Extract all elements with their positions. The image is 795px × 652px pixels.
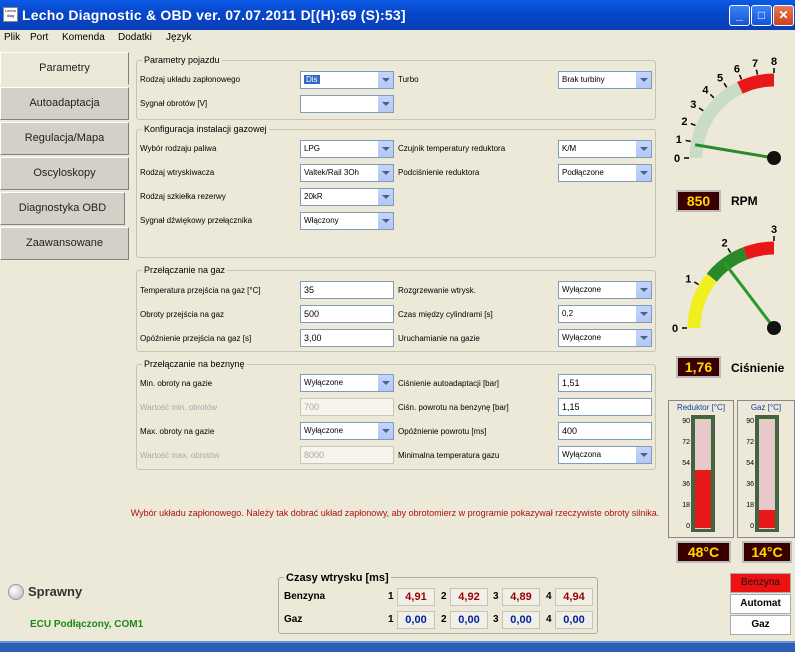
temp-sensor-label: Czujnik temperatury reduktora <box>398 144 506 153</box>
sound-label: Sygnał dźwiękowy przełącznika <box>140 216 253 225</box>
pressure-gauge <box>668 218 795 348</box>
gas-tube-fill <box>759 510 775 528</box>
help-message: Wybór układu zapłonowego. Należy tak dobrać układ zapłonowy, aby obrotomierz w programie pokazywał rzeczywiste obroty silnika. <box>130 508 660 518</box>
injector-select[interactable] <box>300 164 394 182</box>
cylinder-number: 2 <box>441 591 447 602</box>
thermometer-tick-label: 0 <box>686 523 690 530</box>
rpm-unit-label: RPM <box>731 194 758 208</box>
reserve-select[interactable] <box>300 188 394 206</box>
thermometer-tick-label: 54 <box>682 460 690 467</box>
reducer-temp-display: 48°C <box>676 541 731 563</box>
start-label: Uruchamianie na gazie <box>398 334 480 343</box>
reducer-thermometer <box>668 400 734 538</box>
window-title: Lecho Diagnostic & OBD ver. 07.07.2011 D[(H):69 (S):53] <box>22 7 406 23</box>
chevron-down-icon[interactable] <box>635 141 651 157</box>
cylinder-number: 4 <box>546 614 552 625</box>
chevron-down-icon[interactable] <box>377 72 393 88</box>
gas-temp-label: Temperatura przejścia na gaz [°C] <box>140 286 261 295</box>
rpm-tick-label: 4 <box>702 84 709 97</box>
chevron-down-icon[interactable] <box>377 141 393 157</box>
nav-regulacja-mapa[interactable]: Regulacja/Mapa <box>0 122 129 155</box>
mode-benzyna-button[interactable]: Benzyna <box>730 573 791 593</box>
thermometer-tick-label: 0 <box>750 523 754 530</box>
rpm-tick <box>756 70 757 75</box>
ignition-select[interactable] <box>300 71 394 89</box>
pressure-arc-segment <box>694 278 712 328</box>
menu-jezyk[interactable]: Język <box>166 32 192 43</box>
chevron-down-icon[interactable] <box>635 447 651 463</box>
rpm-needle <box>695 145 774 158</box>
thermometer-tick-label: 72 <box>746 439 754 446</box>
fuel-select[interactable] <box>300 140 394 158</box>
max-rpm-value: Wyłączone <box>304 426 344 435</box>
rpm-tick-label: 2 <box>681 115 688 128</box>
cylinder-number: 1 <box>388 614 394 625</box>
group-to-gas-title: Przełączanie na gaz <box>144 265 226 275</box>
rpm-tick <box>724 83 727 87</box>
min-gas-temp-value: Wyłączona <box>562 450 602 459</box>
rpm-signal-select[interactable] <box>300 95 394 113</box>
gas-thermometer <box>737 400 795 538</box>
thermometer-tick-label: 36 <box>682 481 690 488</box>
thermometer-tick-label: 90 <box>746 418 754 425</box>
gas-rpm-label: Obroty przejścia na gaz <box>140 310 225 319</box>
rpm-tick-label: 5 <box>717 72 724 85</box>
rpm-tick <box>699 108 703 111</box>
pressure-tick-label: 2 <box>721 237 728 250</box>
return-delay-label: Opóźnienie powrotu [ms] <box>398 427 487 436</box>
chevron-down-icon[interactable] <box>377 165 393 181</box>
reducer-tube-fill <box>695 470 711 528</box>
gas-time-cyl3: 0,00 <box>502 611 540 629</box>
pressure-arc-segment <box>745 248 774 253</box>
chevron-down-icon[interactable] <box>635 306 651 322</box>
pressure-needle-hub <box>767 321 781 335</box>
gas-time-cyl2: 0,00 <box>450 611 488 629</box>
sound-select[interactable] <box>300 212 394 230</box>
reducer-temp-label: Reduktor [°C] <box>676 403 726 412</box>
turbo-value: Brak turbiny <box>562 75 605 84</box>
turbo-select[interactable] <box>558 71 652 89</box>
cylinder-number: 1 <box>388 591 394 602</box>
reserve-label: Rodzaj szkiełka rezerwy <box>140 192 226 201</box>
min-rpm-value-label: Wartość min. obrotów <box>140 403 218 412</box>
min-rpm-label: Min. obroty na gazie <box>140 379 213 388</box>
ignition-value: Dis <box>306 75 318 84</box>
menu-komenda[interactable]: Komenda <box>62 32 105 43</box>
start-value: Wyłączone <box>562 333 602 342</box>
rpm-tick-label: 0 <box>673 153 681 165</box>
rpm-tick <box>686 140 691 141</box>
rpm-display: 850 <box>676 190 721 212</box>
rpm-arc-segment <box>740 80 774 88</box>
vacuum-value: Podłączone <box>562 168 604 177</box>
pressure-tick <box>728 248 731 252</box>
reserve-value: 20kR <box>304 192 323 201</box>
min-gas-temp-label: Minimalna temperatura gazu <box>398 451 500 460</box>
menu-plik[interactable]: Plik <box>4 32 21 43</box>
temp-sensor-value: K/M <box>562 144 577 153</box>
rpm-tick-label: 8 <box>770 56 778 68</box>
petrol-time-cyl4: 4,94 <box>555 588 593 606</box>
thermometer-tick-label: 18 <box>682 502 690 509</box>
autoadapt-label: Ciśnienie autoadaptacji [bar] <box>398 379 499 388</box>
minimize-button[interactable]: _ <box>729 5 750 26</box>
chevron-down-icon[interactable] <box>635 330 651 346</box>
cylinder-number: 3 <box>493 614 499 625</box>
pressure-unit-label: Ciśnienie <box>731 361 785 375</box>
rpm-signal-label: Sygnał obrotów [V] <box>140 99 208 108</box>
min-rpm-value-input[interactable]: 700 <box>300 398 394 416</box>
max-rpm-value-label: Wartość max. obrotów <box>140 451 220 460</box>
menu-dodatki[interactable]: Dodatki <box>118 32 152 43</box>
pressure-display: 1,76 <box>676 356 721 378</box>
connection-status: ECU Podłączony, COM1 <box>30 619 144 630</box>
cylinder-number: 2 <box>441 614 447 625</box>
vacuum-label: Podciśnienie reduktora <box>398 168 480 177</box>
petrol-time-cyl1: 4,91 <box>397 588 435 606</box>
chevron-down-icon[interactable] <box>635 72 651 88</box>
mode-automat-button[interactable]: Automat <box>730 594 791 614</box>
petrol-time-cyl2: 4,92 <box>450 588 488 606</box>
nav-parametry[interactable]: Parametry <box>0 52 129 85</box>
group-vehicle-title: Parametry pojazdu <box>144 55 220 65</box>
reducer-tube <box>691 415 715 532</box>
fuel-label: Wybór rodzaju paliwa <box>140 144 217 153</box>
menu-bar <box>0 30 795 47</box>
status-label: Sprawny <box>28 584 83 599</box>
injector-label: Rodzaj wtryskiwacza <box>140 168 215 177</box>
rpm-gauge <box>668 52 795 182</box>
thermometer-tick-label: 72 <box>682 439 690 446</box>
temp-sensor-select[interactable] <box>558 140 652 158</box>
return-pressure-input[interactable]: 1,15 <box>558 398 652 416</box>
injection-times-group <box>278 577 598 634</box>
rpm-tick-label: 1 <box>675 134 682 147</box>
vacuum-select[interactable] <box>558 164 652 182</box>
gas-time-cyl1: 0,00 <box>397 611 435 629</box>
chevron-down-icon[interactable] <box>377 375 393 391</box>
chevron-down-icon[interactable] <box>377 189 393 205</box>
group-vehicle <box>136 60 656 120</box>
rpm-tick <box>710 94 714 98</box>
sound-value: Włączony <box>304 216 339 225</box>
cyl-select[interactable] <box>558 305 652 323</box>
min-rpm-value: Wyłączone <box>304 378 344 387</box>
max-rpm-label: Max. obroty na gazie <box>140 427 215 436</box>
gas-row-label: Gaz <box>284 614 303 625</box>
max-rpm-value-input[interactable]: 8000 <box>300 446 394 464</box>
pressure-tick-label: 0 <box>671 323 679 335</box>
title-bar <box>0 0 795 30</box>
return-delay-input[interactable]: 400 <box>558 422 652 440</box>
gas-delay-input[interactable]: 3,00 <box>300 329 394 347</box>
nav-autoadaptacja[interactable]: Autoadaptacja <box>0 87 129 120</box>
pressure-tick <box>694 282 698 285</box>
ignition-label: Rodzaj układu zapłonowego <box>140 75 241 84</box>
injector-value: Valtek/Rail 3Oh <box>304 168 359 177</box>
rpm-tick <box>691 124 696 126</box>
gas-temp-label: Gaz [°C] <box>750 403 782 412</box>
start-select[interactable] <box>558 329 652 347</box>
heat-select[interactable] <box>558 281 652 299</box>
thermometer-tick-label: 18 <box>746 502 754 509</box>
app-icon: Lecho diag <box>3 7 18 22</box>
nav-oscyloskopy[interactable]: Oscyloskopy <box>0 157 129 190</box>
pressure-tick-label: 3 <box>770 224 778 236</box>
chevron-down-icon[interactable] <box>635 165 651 181</box>
nav-zaawansowane[interactable]: Zaawansowane <box>0 227 129 260</box>
cyl-label: Czas między cylindrami [s] <box>398 310 493 319</box>
chevron-down-icon[interactable] <box>377 96 393 112</box>
group-gas-install-title: Konfiguracja instalacji gazowej <box>144 124 267 134</box>
close-button[interactable]: ✕ <box>773 5 794 26</box>
heat-label: Rozgrzewanie wtrysk. <box>398 286 476 295</box>
return-pressure-label: Ciśn. powrotu na benzynę [bar] <box>398 403 509 412</box>
rpm-tick <box>740 75 742 80</box>
petrol-time-cyl3: 4,89 <box>502 588 540 606</box>
nav-diagnostyka-obd[interactable]: Diagnostyka OBD <box>0 192 125 225</box>
gas-time-cyl4: 0,00 <box>555 611 593 629</box>
thermometer-tick-label: 54 <box>746 460 754 467</box>
pressure-arc-segment <box>712 253 746 277</box>
cylinder-number: 4 <box>546 591 552 602</box>
mode-gaz-button[interactable]: Gaz <box>730 615 791 635</box>
chevron-down-icon[interactable] <box>635 282 651 298</box>
menu-port[interactable]: Port <box>30 32 49 43</box>
pressure-needle <box>724 263 774 328</box>
chevron-down-icon[interactable] <box>377 213 393 229</box>
min-rpm-select[interactable] <box>300 374 394 392</box>
pressure-tick-label: 1 <box>685 273 692 286</box>
gas-temp-input[interactable]: 35 <box>300 281 394 299</box>
group-to-petrol-title: Przełączanie na beznynę <box>144 359 245 369</box>
fuel-value: LPG <box>304 144 321 153</box>
rpm-tick-label: 7 <box>752 57 759 70</box>
thermometer-tick-label: 90 <box>682 418 690 425</box>
min-gas-temp-select[interactable] <box>558 446 652 464</box>
heat-value: Wyłączone <box>562 285 602 294</box>
cyl-value: 0,2 <box>562 309 574 318</box>
gas-delay-label: Opóźnienie przejścia na gaz [s] <box>140 334 252 343</box>
thermometer-tick-label: 36 <box>746 481 754 488</box>
taskbar-strip <box>0 641 795 652</box>
chevron-down-icon[interactable] <box>377 423 393 439</box>
petrol-row-label: Benzyna <box>284 591 326 602</box>
gas-rpm-input[interactable]: 500 <box>300 305 394 323</box>
gas-tube <box>755 415 779 532</box>
autoadapt-input[interactable]: 1,51 <box>558 374 652 392</box>
rpm-tick-label: 6 <box>733 63 740 76</box>
status-indicator-icon <box>8 584 24 600</box>
maximize-button[interactable]: □ <box>751 5 772 26</box>
max-rpm-select[interactable] <box>300 422 394 440</box>
rpm-tick-label: 3 <box>690 99 697 112</box>
gas-temp-display: 14°C <box>742 541 792 563</box>
injection-times-title: Czasy wtrysku [ms] <box>286 572 389 584</box>
rpm-needle-hub <box>767 151 781 165</box>
turbo-label: Turbo <box>398 75 419 84</box>
cylinder-number: 3 <box>493 591 499 602</box>
